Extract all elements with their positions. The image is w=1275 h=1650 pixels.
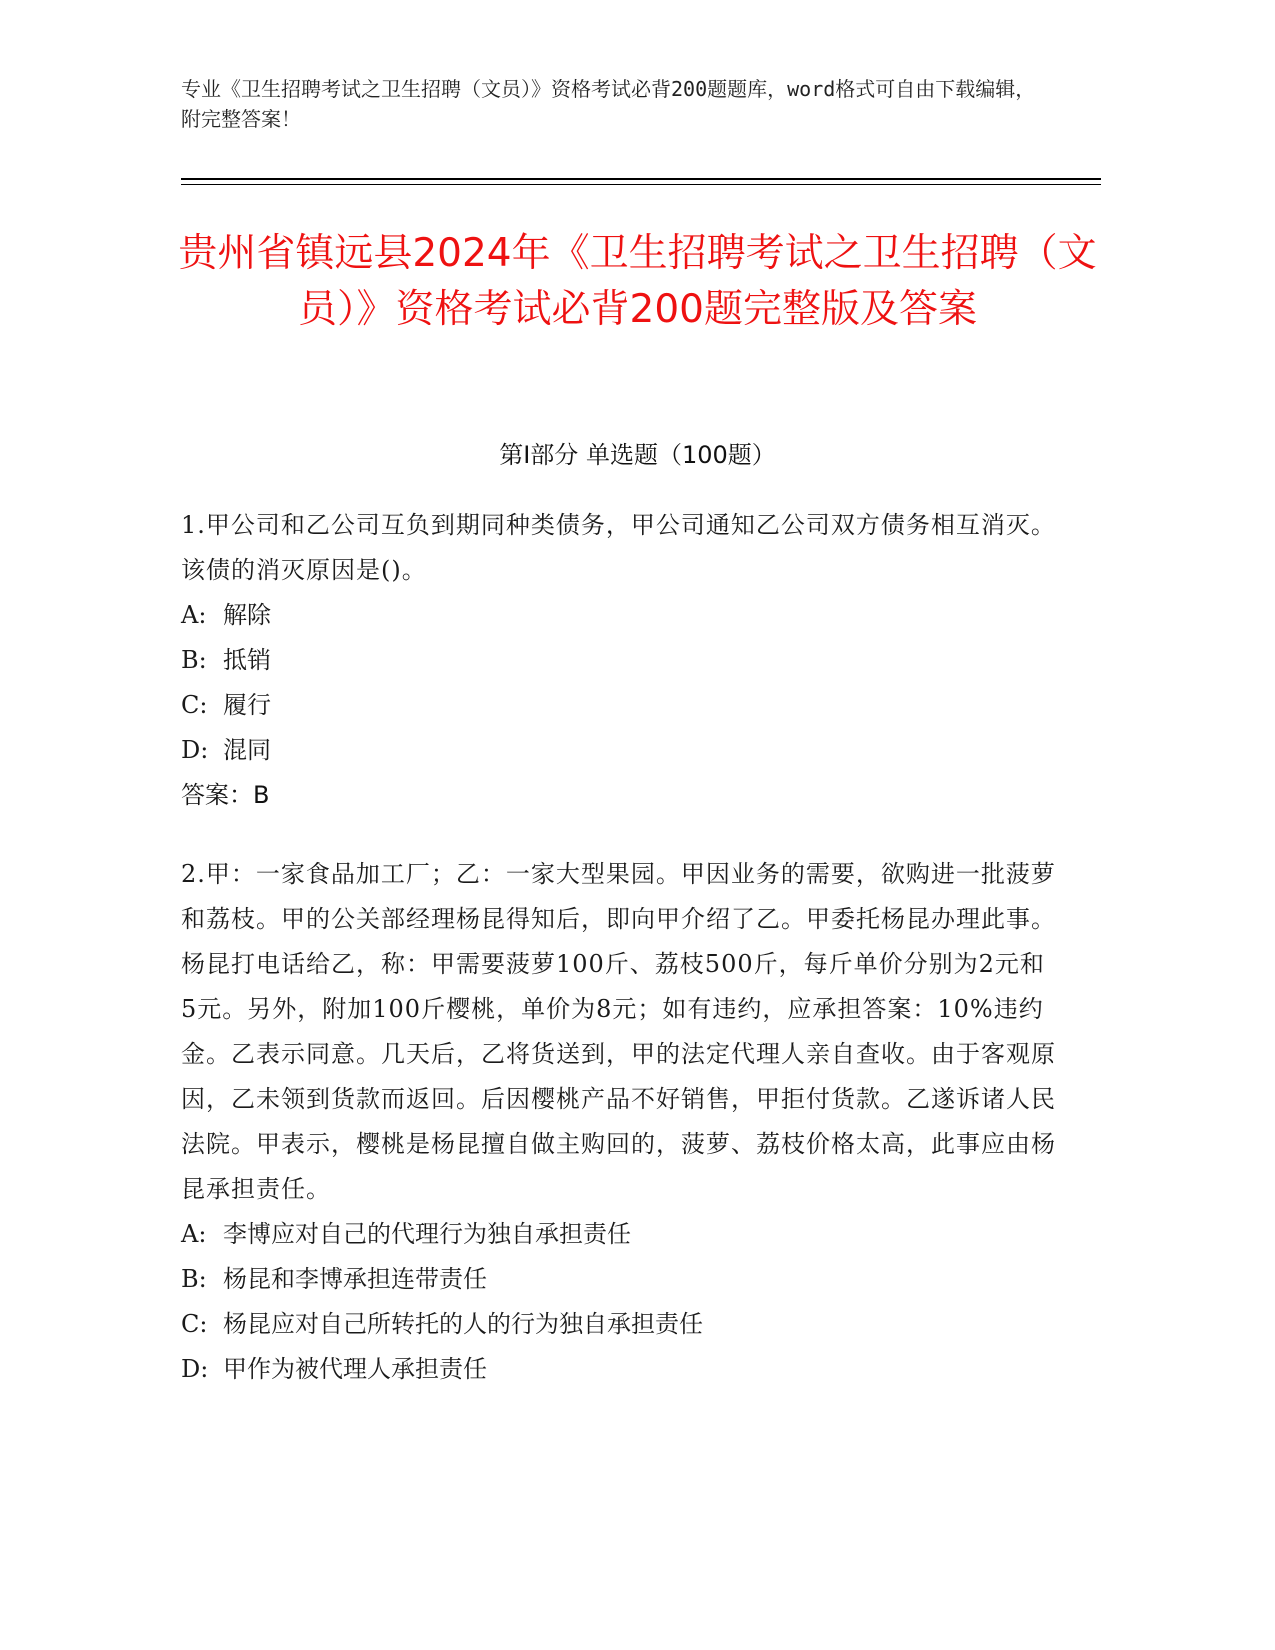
option-d: [181, 728, 1061, 773]
answer-line: 答案：B: [181, 781, 270, 809]
option-text: 甲作为被代理人承担责任: [223, 1355, 487, 1383]
option-b: [181, 1257, 1061, 1302]
option-text: 混同: [223, 736, 271, 764]
option-letter: C:: [181, 691, 208, 719]
option-a: [181, 593, 1061, 638]
option-letter: A:: [181, 1220, 207, 1248]
question-text: 2.甲：一家食品加工厂；乙：一家大型果园。甲因业务的需要，欲购进一批菠萝和荔枝。甲的公关部经理杨昆得知后，即向甲介绍了乙。甲委托杨昆办理此事。杨昆打电话给乙，称：甲需要菠萝100斤、荔枝500斤，每斤单价分别为2元和5元。另外，附加100斤樱桃，单价为8元；如有违约，应承担答案：10%违约金。乙表示同意。几天后，乙将货送到，甲的法定代理人亲自查收。由于客观原因，乙未领到货款而返回。后因樱桃产品不好销售，甲拒付货款。乙遂诉诸人民法院。甲表示，樱桃是杨昆擅自做主购回的，菠萝、荔枝价格太高，此事应由杨昆承担责任。: [181, 860, 1056, 1203]
option-letter: C:: [181, 1310, 208, 1338]
question-1: [181, 503, 1061, 818]
option-text: 杨昆应对自己所转托的人的行为独自承担责任: [223, 1310, 703, 1338]
section-title: 第Ⅰ部分 单选题（100题）: [499, 441, 776, 469]
question-2: [181, 852, 1061, 1392]
header-rule-thin: [181, 184, 1101, 185]
option-a: [181, 1212, 1061, 1257]
document-title: 贵州省镇远县2024年《卫生招聘考试之卫生招聘（文员）》资格考试必背200题完整版及答案: [178, 231, 1097, 332]
option-c: [181, 1302, 1061, 1347]
option-d: [181, 1347, 1061, 1392]
option-letter: D:: [181, 736, 209, 764]
option-letter: D:: [181, 1355, 209, 1383]
option-text: 抵销: [223, 646, 271, 674]
option-letter: A:: [181, 601, 207, 629]
option-text: 杨昆和李博承担连带责任: [223, 1265, 487, 1293]
option-b: [181, 638, 1061, 683]
option-letter: B:: [181, 1265, 207, 1293]
header-rule-thick: [181, 178, 1101, 180]
header-note: 专业《卫生招聘考试之卫生招聘（文员）》资格考试必背200题题库，word格式可自由下载编辑，附完整答案！: [181, 77, 1036, 131]
option-text: 履行: [223, 691, 271, 719]
option-text: 李博应对自己的代理行为独自承担责任: [223, 1220, 631, 1248]
option-letter: B:: [181, 646, 207, 674]
option-text: 解除: [223, 601, 271, 629]
question-text: 1.甲公司和乙公司互负到期同种类债务，甲公司通知乙公司双方债务相互消灭。该债的消灭原因是()。: [181, 511, 1056, 584]
option-c: [181, 683, 1061, 728]
